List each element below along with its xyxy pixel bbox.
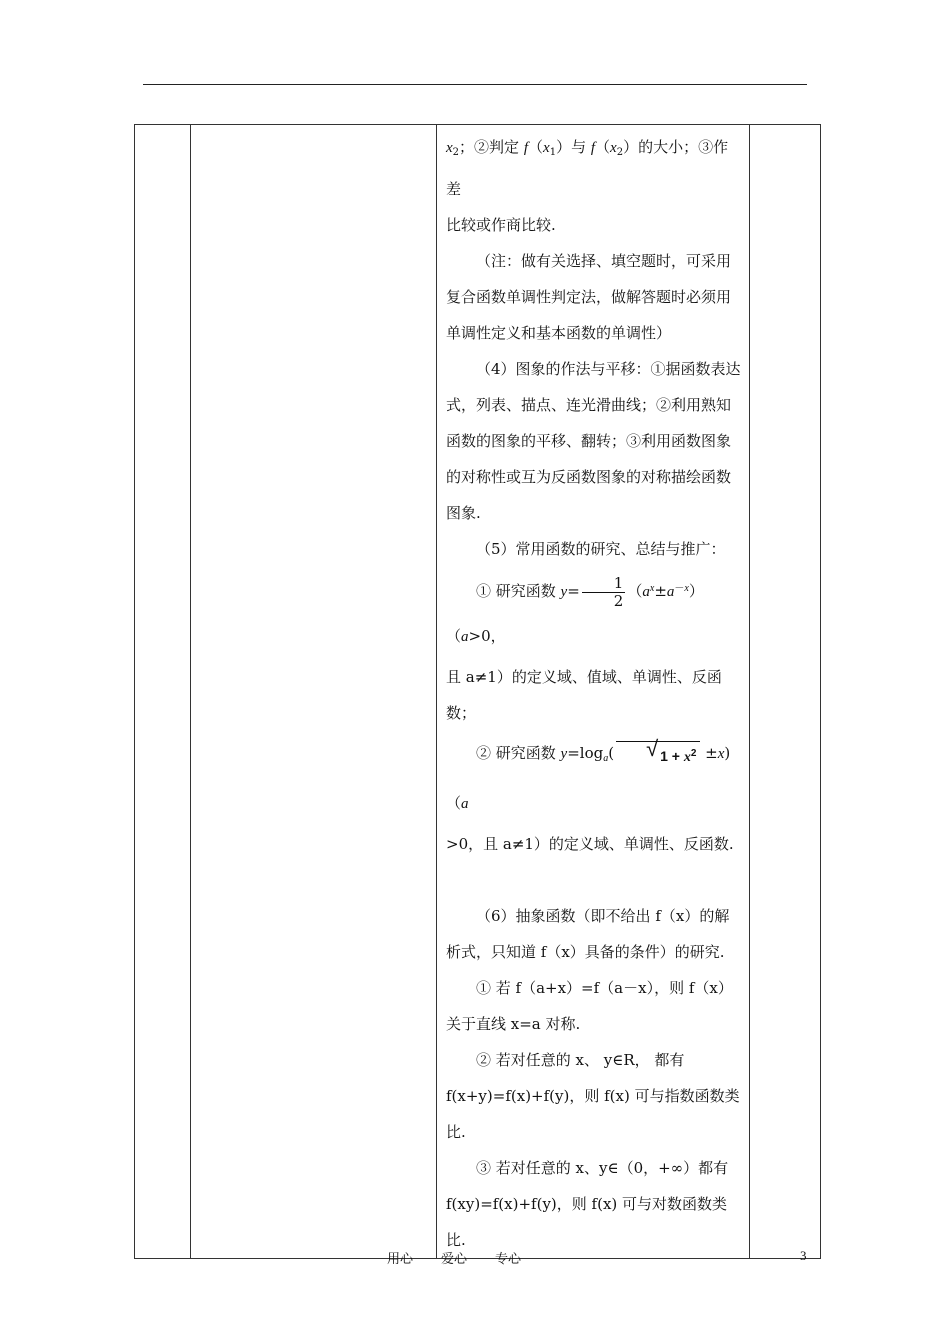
paragraph: ③ 若对任意的 x、y∈（0，+∞）都有 f(xy)=f(x)+f(y)，则 f(x) 可与对数函数类比. bbox=[446, 1159, 729, 1249]
empty-cell bbox=[191, 125, 437, 1259]
table-row bbox=[135, 125, 821, 1259]
header-rule bbox=[143, 84, 807, 85]
formula-line: ① 研究函数 y= $\frac{1}{2}$ $(a^x\pm a^{-x})(a>0$， bbox=[446, 573, 704, 645]
formula-line: ② 研究函数 $y=\log_a(√$ $1 + x^2 \pm x)(a$ bbox=[446, 731, 741, 826]
paragraph: $x_2$；②判定 $f(x_1)$与 $f(x_2)$的大小；③作差 bbox=[446, 138, 729, 198]
paragraph: ② 若对任意的 x、 y∈R， 都有 f(x+y)=f(x)+f(y)，则 f(x) 可与指数函数类比. bbox=[446, 1051, 740, 1141]
paragraph: ① 若 f（a+x）=f（a－x），则 f（x）关于直线 x=a 对称. bbox=[446, 979, 733, 1033]
paragraph: >0，且 a≠1）的定义域、单调性、反函数. bbox=[446, 835, 734, 853]
content-cell bbox=[437, 125, 750, 1259]
paragraph: 比较或作商比较. bbox=[446, 216, 556, 234]
page-number: 3 bbox=[800, 1248, 807, 1263]
paragraph: （6）抽象函数（即不给出 f（x）的解析式，只知道 f（x）具备的条件）的研究. bbox=[446, 907, 730, 961]
empty-cell bbox=[135, 125, 191, 1259]
empty-cell bbox=[750, 125, 821, 1259]
fraction: $\frac{1}{2}$ bbox=[582, 575, 626, 610]
lesson-table bbox=[134, 124, 821, 1259]
paragraph: （5）常用函数的研究、总结与推广： bbox=[476, 540, 726, 558]
note-paragraph: （注：做有关选择、填空题时，可采用复合函数单调性判定法，做解答题时必须用单调性定义和基本函数的单调性） bbox=[446, 252, 732, 342]
sqrt-expression: √ $1 + x^2$ bbox=[616, 741, 700, 768]
paragraph: 且 a≠1）的定义域、值域、单调性、反函数； bbox=[446, 668, 722, 722]
paragraph: （4）图象的作法与平移：①据函数表达式，列表、描点、连光滑曲线；②利用熟知函数的图象的平移、翻转；③利用函数图象的对称性或互为反函数图象的对称描绘函数图象. bbox=[446, 360, 741, 522]
footer-motto: 用心 爱心 专心 bbox=[387, 1252, 522, 1267]
